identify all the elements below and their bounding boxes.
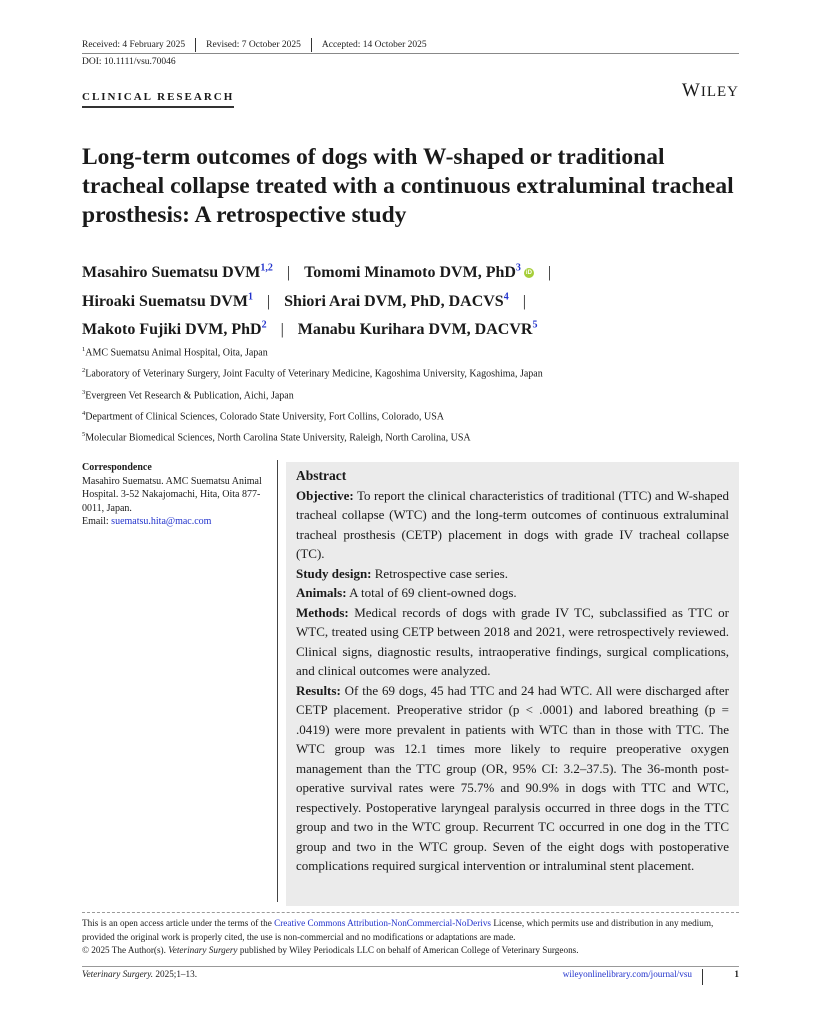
correspondence — [82, 461, 267, 529]
correspondence-heading: Correspondence — [82, 462, 152, 473]
abstract-study-design: Study design: Retrospective case series. — [296, 565, 508, 581]
abstract-animals: Animals: A total of 69 client-owned dogs. — [296, 585, 517, 600]
affiliation: $^4$Department of Clinical Sciences, Colorado State University, Fort Collins, Colorado, USA — [82, 409, 444, 423]
abstract-heading: Abstract — [296, 468, 347, 483]
affiliations — [82, 341, 543, 448]
separator: | — [286, 264, 291, 282]
doi: DOI: 10.1111/vsu.70046 — [82, 57, 176, 67]
license-link[interactable]: Creative Commons Attribution-NonCommercial-NoDerivs — [274, 918, 492, 928]
separator: | — [266, 292, 271, 310]
abstract-methods: Methods: Medical records of dogs with grade IV TC, subclassified as TTC or WTC, treated using CETP between 2018 and 2021, were retrospectively reviewed. Clinical signs, diagnostic results, intraoperative findings, surgical complications, and clinical outcomes were analyzed. — [296, 604, 729, 678]
author[interactable]: Makoto Fujiki DVM, PhD$^2$ — [82, 319, 267, 338]
abstract-objective: Objective: To report the clinical characteristics of traditional (TTC) and W-shaped tracheal collapse (WTC) and the long-term outcomes of continuous extraluminal tracheal prosthesis (CETP) placement in dogs with grade IV tracheal collapse (TC). — [296, 487, 729, 561]
journal-url-link[interactable]: wileyonlinelibrary.com/journal/vsu — [563, 969, 703, 985]
affiliation: $^1$AMC Suematsu Animal Hospital, Oita, Japan — [82, 346, 268, 359]
affiliation: $^2$Laboratory of Veterinary Surgery, Joint Faculty of Veterinary Medicine, Kagoshima University, Kagoshima, Japan — [82, 367, 543, 380]
author[interactable]: Shiori Arai DVM, PhD, DACVS$^4$ — [284, 291, 509, 310]
license-divider — [82, 912, 739, 913]
orcid-icon[interactable]: iD — [525, 270, 532, 277]
affiliation: $^5$Molecular Biomedical Sciences, North Carolina State University, Raleigh, North Carolina, USA — [82, 431, 471, 444]
author[interactable]: Masahiro Suematsu DVM$^{1,2}$ — [82, 263, 273, 282]
author-list — [82, 257, 662, 342]
received-date: Received: 4 February 2025 — [82, 38, 196, 52]
email-label: Email: — [82, 516, 112, 527]
header-rule — [82, 53, 739, 54]
footer-rule — [82, 966, 739, 967]
column-divider — [277, 460, 278, 902]
correspondence-address: Masahiro Suematsu. AMC Suematsu Animal Hospital. 3-52 Nakajomachi, Hita, Oita 877-0011, Japan. — [82, 475, 262, 514]
separator: | — [547, 264, 552, 282]
author[interactable]: Manabu Kurihara DVM, DACVR$^5$ — [297, 319, 538, 338]
history-dates — [82, 38, 437, 52]
affiliation: $^3$Evergreen Vet Research & Publication, Aichi, Japan — [82, 388, 294, 401]
footer-citation: Veterinary Surgery. 2025;1–13. — [82, 969, 198, 979]
separator: | — [280, 320, 284, 338]
abstract-results: Results: Of the 69 dogs, 45 had TTC and 24 had WTC. All were discharged after CETP placement. Preoperative stridor (p < .0001) and labored breathing (p = .0419) were more prevalent in patients with WTC than in those with TTC. The WTC group was 12.1 times more likely to require preoperative oxygen management than the TTC group (OR, 95% CI: 3.2–37.5). The 36-month postoperative survival rates were 75.7% and 90.9% in dogs with TTC and WTC, respectively. Postoperative laryngeal paralysis occurred in three dogs in the TTC group and two in the WTC group. Recurrent TC occurred in one dog in the TTC group and two in the WTC group. Seven of the eight dogs with postoperative complications required surgical intervention or intraluminal stent placement. — [296, 682, 729, 873]
author[interactable]: Tomomi Minamoto DVM, PhD$^3$ iD — [304, 263, 532, 282]
revised-date: Revised: 7 October 2025 — [196, 38, 312, 52]
abstract-box — [286, 462, 739, 906]
page-number: 1 — [734, 969, 739, 979]
section-label: CLINICAL RESEARCH — [82, 91, 234, 108]
separator: | — [522, 292, 526, 310]
author[interactable]: Hiroaki Suematsu DVM$^1$ — [82, 291, 253, 310]
wiley-logo: WILEY — [681, 80, 739, 101]
license-notice: This is an open access article under the terms of the Creative Commons Attribution-NonCommercial-NoDerivs License, which permits use and distribution in any medium, provided the original work is properly cited, the use is non-commercial and no modifications or adaptations are made. © 2025 The Author(s). Veterinary Surgery published by Wiley Periodicals LLC on behalf of American College of Veterinary Surgeons. — [82, 918, 714, 955]
article-title: Long-term outcomes of dogs with W-shaped or traditional tracheal collapse treated with a continuous extraluminal tracheal prosthesis: A retrospective study — [82, 144, 734, 228]
accepted-date: Accepted: 14 October 2025 — [321, 40, 427, 50]
email-link[interactable]: suematsu.hita@mac.com — [111, 516, 212, 527]
